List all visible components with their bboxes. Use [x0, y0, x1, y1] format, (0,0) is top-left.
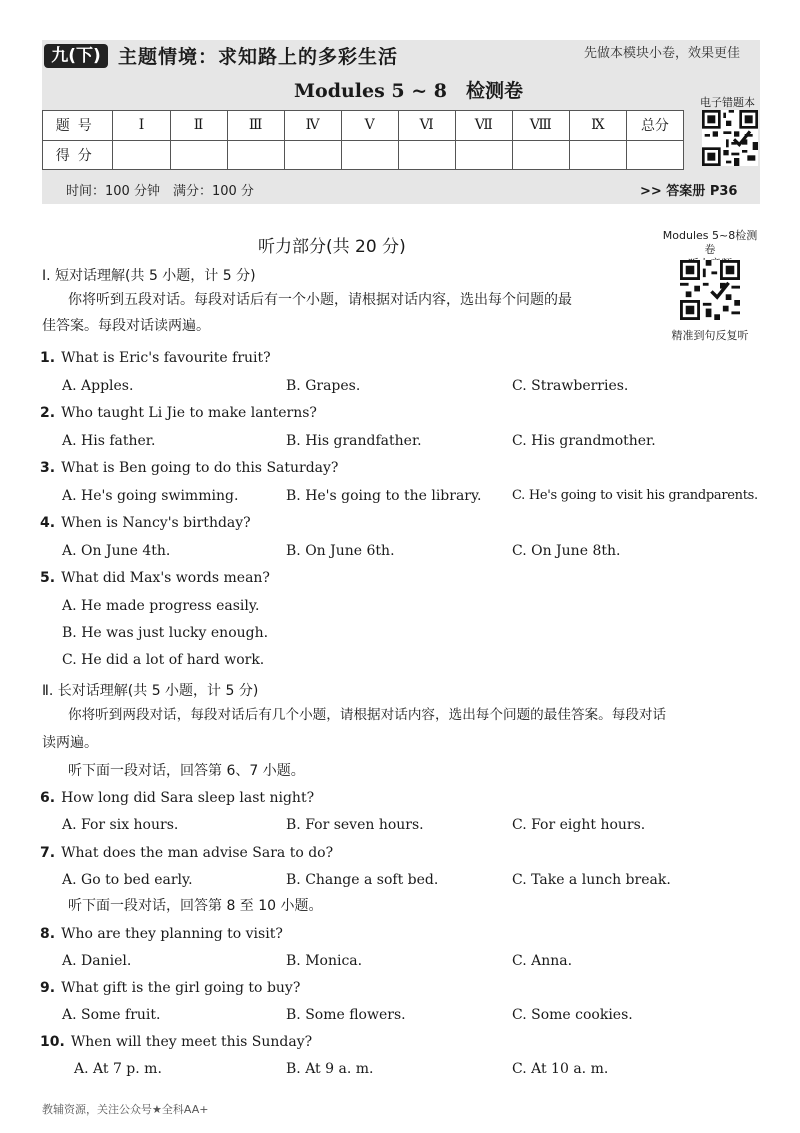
part2-instruction-line2: 读两遍。 — [42, 735, 98, 751]
footer-note: 教辅资源，关注公众号★全科AA+ — [42, 1103, 209, 1116]
part1-heading: Ⅰ. 短对话理解(共 5 小题，计 5 分) — [42, 268, 256, 284]
part2-heading: Ⅱ. 长对话理解(共 5 小题，计 5 分) — [42, 683, 259, 699]
q7-option-c[interactable]: C. Take a lunch break. — [512, 872, 671, 888]
q4-option-b[interactable]: B. On June 6th. — [286, 543, 395, 559]
score-cell[interactable] — [341, 140, 398, 170]
question-number: 4. — [40, 515, 56, 531]
score-cell[interactable] — [170, 140, 227, 170]
section-title: 听力部分(共 20 分) — [258, 237, 406, 257]
question-text: What gift is the girl going to buy? — [61, 980, 301, 996]
q3-option-a[interactable]: A. He's going swimming. — [62, 488, 239, 504]
score-col-5: Ⅴ — [341, 111, 398, 141]
score-table — [42, 110, 684, 170]
grade-badge: 九(下) — [44, 44, 108, 68]
score-col-9: Ⅸ — [569, 111, 626, 141]
score-col-7: Ⅶ — [455, 111, 512, 141]
question-7 — [40, 845, 333, 861]
q5-option-a[interactable]: A. He made progress easily. — [62, 598, 260, 614]
q9-option-c[interactable]: C. Some cookies. — [512, 1007, 633, 1023]
question-text: What is Eric's favourite fruit? — [61, 350, 271, 366]
ebook-qr-code-icon[interactable] — [702, 110, 758, 166]
question-number: 1. — [40, 350, 56, 366]
q3-option-c[interactable]: C. He's going to visit his grandparents. — [512, 488, 758, 503]
q5-option-b[interactable]: B. He was just lucky enough. — [62, 625, 269, 641]
question-2 — [40, 405, 317, 421]
part1-instruction-line2: 佳答案。每段对话读两遍。 — [42, 318, 210, 334]
question-text: How long did Sara sleep last night? — [61, 790, 315, 806]
dialog1-intro: 听下面一段对话，回答第 6、7 小题。 — [68, 763, 305, 779]
question-number: 3. — [40, 460, 56, 476]
part2-instruction-line1: 你将听到两段对话，每段对话后有几个小题，请根据对话内容，选出每个问题的最佳答案。每段对话 — [68, 707, 667, 723]
part1-instruction-line1: 你将听到五段对话。每段对话后有一个小题，请根据对话内容，选出每个问题的最 — [68, 292, 572, 308]
question-number: 10. — [40, 1034, 65, 1050]
dialog2-intro: 听下面一段对话，回答第 8 至 10 小题。 — [68, 898, 323, 914]
score-cell[interactable] — [284, 140, 341, 170]
score-cell[interactable] — [512, 140, 569, 170]
q10-option-a[interactable]: A. At 7 p. m. — [74, 1061, 162, 1077]
score-table-score-row — [43, 140, 684, 170]
audio-title-line: Modules 5~8检测卷 — [662, 229, 758, 256]
question-1 — [40, 350, 271, 366]
q9-option-a[interactable]: A. Some fruit. — [62, 1007, 161, 1023]
time-info: 时间：100 分钟 满分：100 分 — [66, 184, 254, 199]
modules-title: Modules 5 ~ 8 检测卷 — [294, 80, 524, 102]
score-col-4: Ⅳ — [284, 111, 341, 141]
question-10 — [40, 1034, 312, 1050]
question-text: What does the man advise Sara to do? — [61, 845, 334, 861]
audio-caption: 精准到句反复听 — [671, 329, 749, 342]
q1-option-c[interactable]: C. Strawberries. — [512, 378, 629, 394]
score-cell[interactable] — [626, 140, 683, 170]
score-col-8: Ⅷ — [512, 111, 569, 141]
q6-option-b[interactable]: B. For seven hours. — [286, 817, 424, 833]
header-title: 主题情境：求知路上的多彩生活 — [118, 46, 399, 68]
question-text: When is Nancy's birthday? — [61, 515, 251, 531]
q6-option-a[interactable]: A. For six hours. — [62, 817, 179, 833]
score-col-1: Ⅰ — [113, 111, 170, 141]
q8-option-b[interactable]: B. Monica. — [286, 953, 363, 969]
q7-option-a[interactable]: A. Go to bed early. — [62, 872, 193, 888]
q6-option-c[interactable]: C. For eight hours. — [512, 817, 646, 833]
q2-option-b[interactable]: B. His grandfather. — [286, 433, 422, 449]
q8-option-c[interactable]: C. Anna. — [512, 953, 573, 969]
q4-option-a[interactable]: A. On June 4th. — [62, 543, 171, 559]
score-col-6: Ⅵ — [398, 111, 455, 141]
question-text: What is Ben going to do this Saturday? — [61, 460, 339, 476]
question-number: 7. — [40, 845, 56, 861]
header-tip: 先做本模块小卷，效果更佳 — [584, 46, 741, 61]
question-5 — [40, 570, 270, 586]
question-3 — [40, 460, 338, 476]
audio-qr-code-icon[interactable] — [680, 260, 740, 320]
q7-option-b[interactable]: B. Change a soft bed. — [286, 872, 439, 888]
q10-option-c[interactable]: C. At 10 a. m. — [512, 1061, 609, 1077]
question-number: 6. — [40, 790, 56, 806]
score-col-3: Ⅲ — [227, 111, 284, 141]
score-col-total: 总分 — [626, 111, 683, 141]
question-text: Who taught Li Jie to make lanterns? — [61, 405, 317, 421]
q2-option-c[interactable]: C. His grandmother. — [512, 433, 656, 449]
q2-option-a[interactable]: A. His father. — [62, 433, 156, 449]
q3-option-b[interactable]: B. He's going to the library. — [286, 488, 482, 504]
score-cell[interactable] — [227, 140, 284, 170]
question-6 — [40, 790, 314, 806]
q5-option-c[interactable]: C. He did a lot of hard work. — [62, 652, 265, 668]
score-cell[interactable] — [113, 140, 170, 170]
score-table-header-row — [43, 111, 684, 141]
question-number: 2. — [40, 405, 56, 421]
score-row-label: 得分 — [43, 140, 113, 170]
question-8 — [40, 926, 283, 942]
question-text: Who are they planning to visit? — [61, 926, 283, 942]
question-number: 8. — [40, 926, 56, 942]
score-cell[interactable] — [569, 140, 626, 170]
q1-option-b[interactable]: B. Grapes. — [286, 378, 361, 394]
question-text: What did Max's words mean? — [61, 570, 270, 586]
q10-option-b[interactable]: B. At 9 a. m. — [286, 1061, 374, 1077]
q1-option-a[interactable]: A. Apples. — [62, 378, 134, 394]
question-text: When will they meet this Sunday? — [70, 1034, 313, 1050]
q4-option-c[interactable]: C. On June 8th. — [512, 543, 621, 559]
score-row-label: 题号 — [43, 111, 113, 141]
q9-option-b[interactable]: B. Some flowers. — [286, 1007, 406, 1023]
question-number: 9. — [40, 980, 56, 996]
score-cell[interactable] — [455, 140, 512, 170]
answer-reference: >> 答案册 P36 — [640, 184, 738, 199]
question-4 — [40, 515, 251, 531]
score-col-2: Ⅱ — [170, 111, 227, 141]
ebook-label: 电子错题本 — [700, 96, 755, 109]
question-number: 5. — [40, 570, 56, 586]
score-cell[interactable] — [398, 140, 455, 170]
question-9 — [40, 980, 300, 996]
q8-option-a[interactable]: A. Daniel. — [62, 953, 132, 969]
